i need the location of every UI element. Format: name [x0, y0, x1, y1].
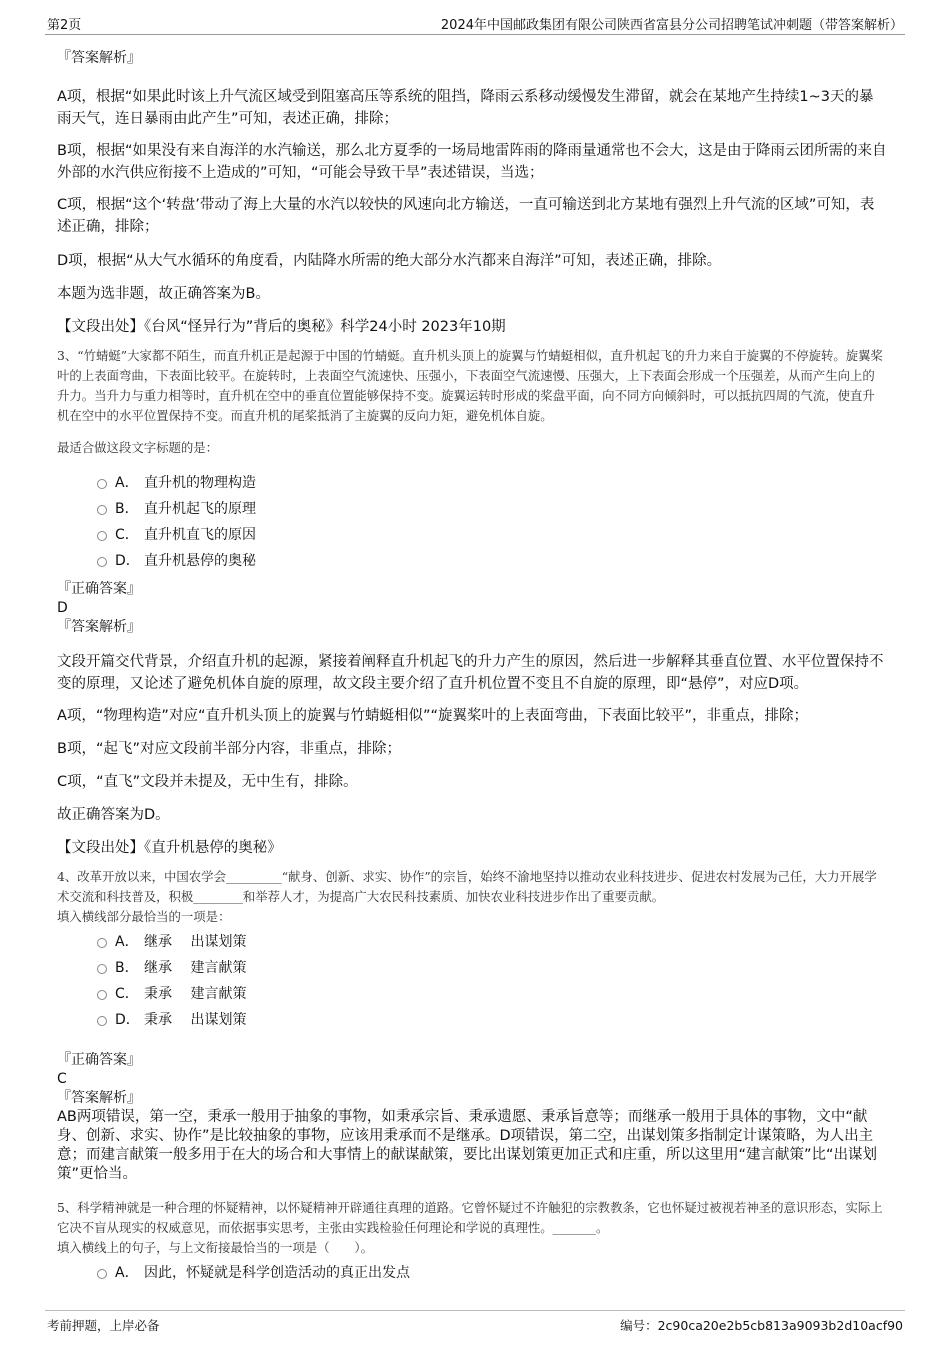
q4-option-d[interactable]: D． 秉承 出谋划策 [97, 1007, 887, 1033]
q4-option-b[interactable]: B． 继承 建言献策 [97, 955, 887, 981]
q5-question: 填入横线上的句子，与上文衔接最恰当的一项是（ ）。 [57, 1240, 373, 1255]
q3-correct-label: 『正确答案』 [57, 581, 141, 597]
radio-button[interactable] [97, 990, 107, 1000]
q3-source: 【文段出处】《直升机悬停的奥秘》 [57, 840, 282, 856]
radio-button[interactable] [97, 505, 107, 515]
q5-stem: 5、科学精神就是一种合理的怀疑精神，以怀疑精神开辟通往真理的道路。它曾怀疑过不许触犯的宗教教条，它也怀疑过被视若神圣的意识形态，实际上它决不盲从现实的权威意见，而依据事实思考，主张由实践检验任何理论和学说的真理性。_______。 [57, 1200, 883, 1235]
q3-analysis-main: 文段开篇交代背景，介绍直升机的起源，紧接着阐释直升机起飞的升力产生的原因，然后进一步解释其垂直位置、水平位置保持不变的原理，又论述了避免机体自旋的原理，故文段主要介绍了直升机位置不变且不自旋的原理，即“悬停”，对应D项。 [57, 654, 884, 692]
page-header [45, 12, 905, 35]
radio-button[interactable] [97, 531, 107, 541]
footer-slogan: 考前押题，上岸必备 [47, 1318, 160, 1333]
q4-analysis-label: 『答案解析』 [57, 1090, 141, 1106]
radio-button[interactable] [97, 479, 107, 489]
q2-analysis-c: C项，根据“这个‘转盘’带动了海上大量的水汽以较快的风速向北方输送，一直可输送到北方某地有强烈上升气流的区域”可知，表述正确，排除； [57, 197, 875, 235]
q3-options [57, 470, 887, 574]
radio-button[interactable] [97, 938, 107, 948]
q3-option-c[interactable]: C． 直升机直飞的原因 [97, 522, 887, 548]
q4-correct-answer: C [57, 1071, 67, 1087]
q2-analysis-d: D项，根据“从大气水循环的角度看，内陆降水所需的绝大部分水汽都来自海洋”可知，表述正确，排除。 [57, 253, 722, 269]
radio-button[interactable] [97, 964, 107, 974]
q3-analysis-b: B项，“起飞”对应文段前半部分内容，非重点，排除； [57, 741, 401, 757]
q3-analysis-a: A项，“物理构造”对应“直升机头顶上的旋翼与竹蜻蜓相似”“旋翼桨叶的上表面弯曲，下表面比较平”，非重点，排除； [57, 708, 808, 724]
radio-button[interactable] [97, 1269, 107, 1279]
q3-option-a[interactable]: A． 直升机的物理构造 [97, 470, 887, 496]
q3-correct-answer: D [57, 600, 68, 616]
q3-option-d[interactable]: D． 直升机悬停的奥秘 [97, 548, 887, 574]
q4-correct-label: 『正确答案』 [57, 1052, 141, 1068]
q4-question: 填入横线部分最恰当的一项是： [57, 909, 231, 924]
q5-options [57, 1260, 887, 1286]
q3-conclusion: 故正确答案为D。 [57, 807, 170, 823]
q5-option-a[interactable]: A． 因此，怀疑就是科学创造活动的真正出发点 [97, 1260, 887, 1286]
document-title: 2024年中国邮政集团有限公司陕西省富县分公司招聘笔试冲刺题（带答案解析） [440, 18, 903, 33]
page-number: 第2页 [47, 18, 82, 33]
q4-stem: 4、改革开放以来，中国农学会_________“献身、创新、求实、协作”的宗旨，始终不渝地坚持以推动农业科技进步、促进农村发展为己任，大力开展学术交流和科技普及，积极________和举荐人才，为提高广大农民科技素质、加快农业科技进步作出了重要贡献。 [57, 869, 877, 904]
q2-source: 【文段出处】《台风“怪异行为”背后的奥秘》科学24小时 2023年10期 [57, 319, 506, 335]
page-footer [45, 1310, 905, 1335]
q3-analysis-c: C项，“直飞”文段并未提及，无中生有，排除。 [57, 774, 358, 790]
q2-analysis-b: B项，根据“如果没有来自海洋的水汽输送，那么北方夏季的一场局地雷阵雨的降雨量通常也不会大，这是由于降雨云团所需的来自外部的水汽供应衔接不上造成的”可知，“可能会导致干旱”表述错误，当选； [57, 143, 887, 181]
q2-analysis-a: A项，根据“如果此时该上升气流区域受到阻塞高压等系统的阻挡，降雨云系移动缓慢发生滞留，就会在某地产生持续1~3天的暴雨天气，连日暴雨由此产生”可知，表述正确，排除； [57, 89, 874, 127]
q4-option-a[interactable]: A． 继承 出谋划策 [97, 929, 887, 955]
document-id: 编号：2c90ca20e2b5cb813a9093b2d10acf90 [620, 1318, 903, 1333]
radio-button[interactable] [97, 557, 107, 567]
q2-analysis-label: 『答案解析』 [57, 50, 141, 66]
page-content [57, 40, 887, 1286]
q2-conclusion: 本题为选非题，故正确答案为B。 [57, 286, 270, 302]
q3-option-b[interactable]: B． 直升机起飞的原理 [97, 496, 887, 522]
q4-option-c[interactable]: C． 秉承 建言献策 [97, 981, 887, 1007]
q4-options [57, 929, 887, 1033]
q3-question: 最适合做这段文字标题的是： [57, 440, 219, 455]
q3-stem: 3、“竹蜻蜓”大家都不陌生，而直升机正是起源于中国的竹蜻蜓。直升机头顶上的旋翼与竹蜻蜓相似，直升机起飞的升力来自于旋翼的不停旋转。旋翼桨叶的上表面弯曲，下表面比较平。在旋转时，上表面空气流速快、压强小，下表面空气流速慢、压强大，上下表面会形成一个压强差，从而产生向上的升力。当升力与重力相等时，直升机在空中的垂直位置能够保持不变。旋翼运转时形成的桨盘平面，向不同方向倾斜时，可以抵抗四周的气流，使直升机在空中的水平位置保持不变。而直升机的尾桨抵消了主旋翼的反向力矩，避免机体自旋。 [57, 348, 883, 423]
q4-analysis: AB两项错误，第一空，秉承一般用于抽象的事物，如秉承宗旨、秉承遗愿、秉承旨意等；而继承一般用于具体的事物，文中“献身、创新、求实、协作”是比较抽象的事物，应该用秉承而不是继承。D项错误，第二空，出谋划策多指制定计谋策略，为人出主意；而建言献策一般多用于在大的场合和大事情上的献谋献策，要比出谋划策更加正式和庄重，所以这里用“建言献策”比“出谋划策”更恰当。 [57, 1109, 878, 1182]
q3-analysis-label: 『答案解析』 [57, 619, 141, 635]
radio-button[interactable] [97, 1016, 107, 1026]
